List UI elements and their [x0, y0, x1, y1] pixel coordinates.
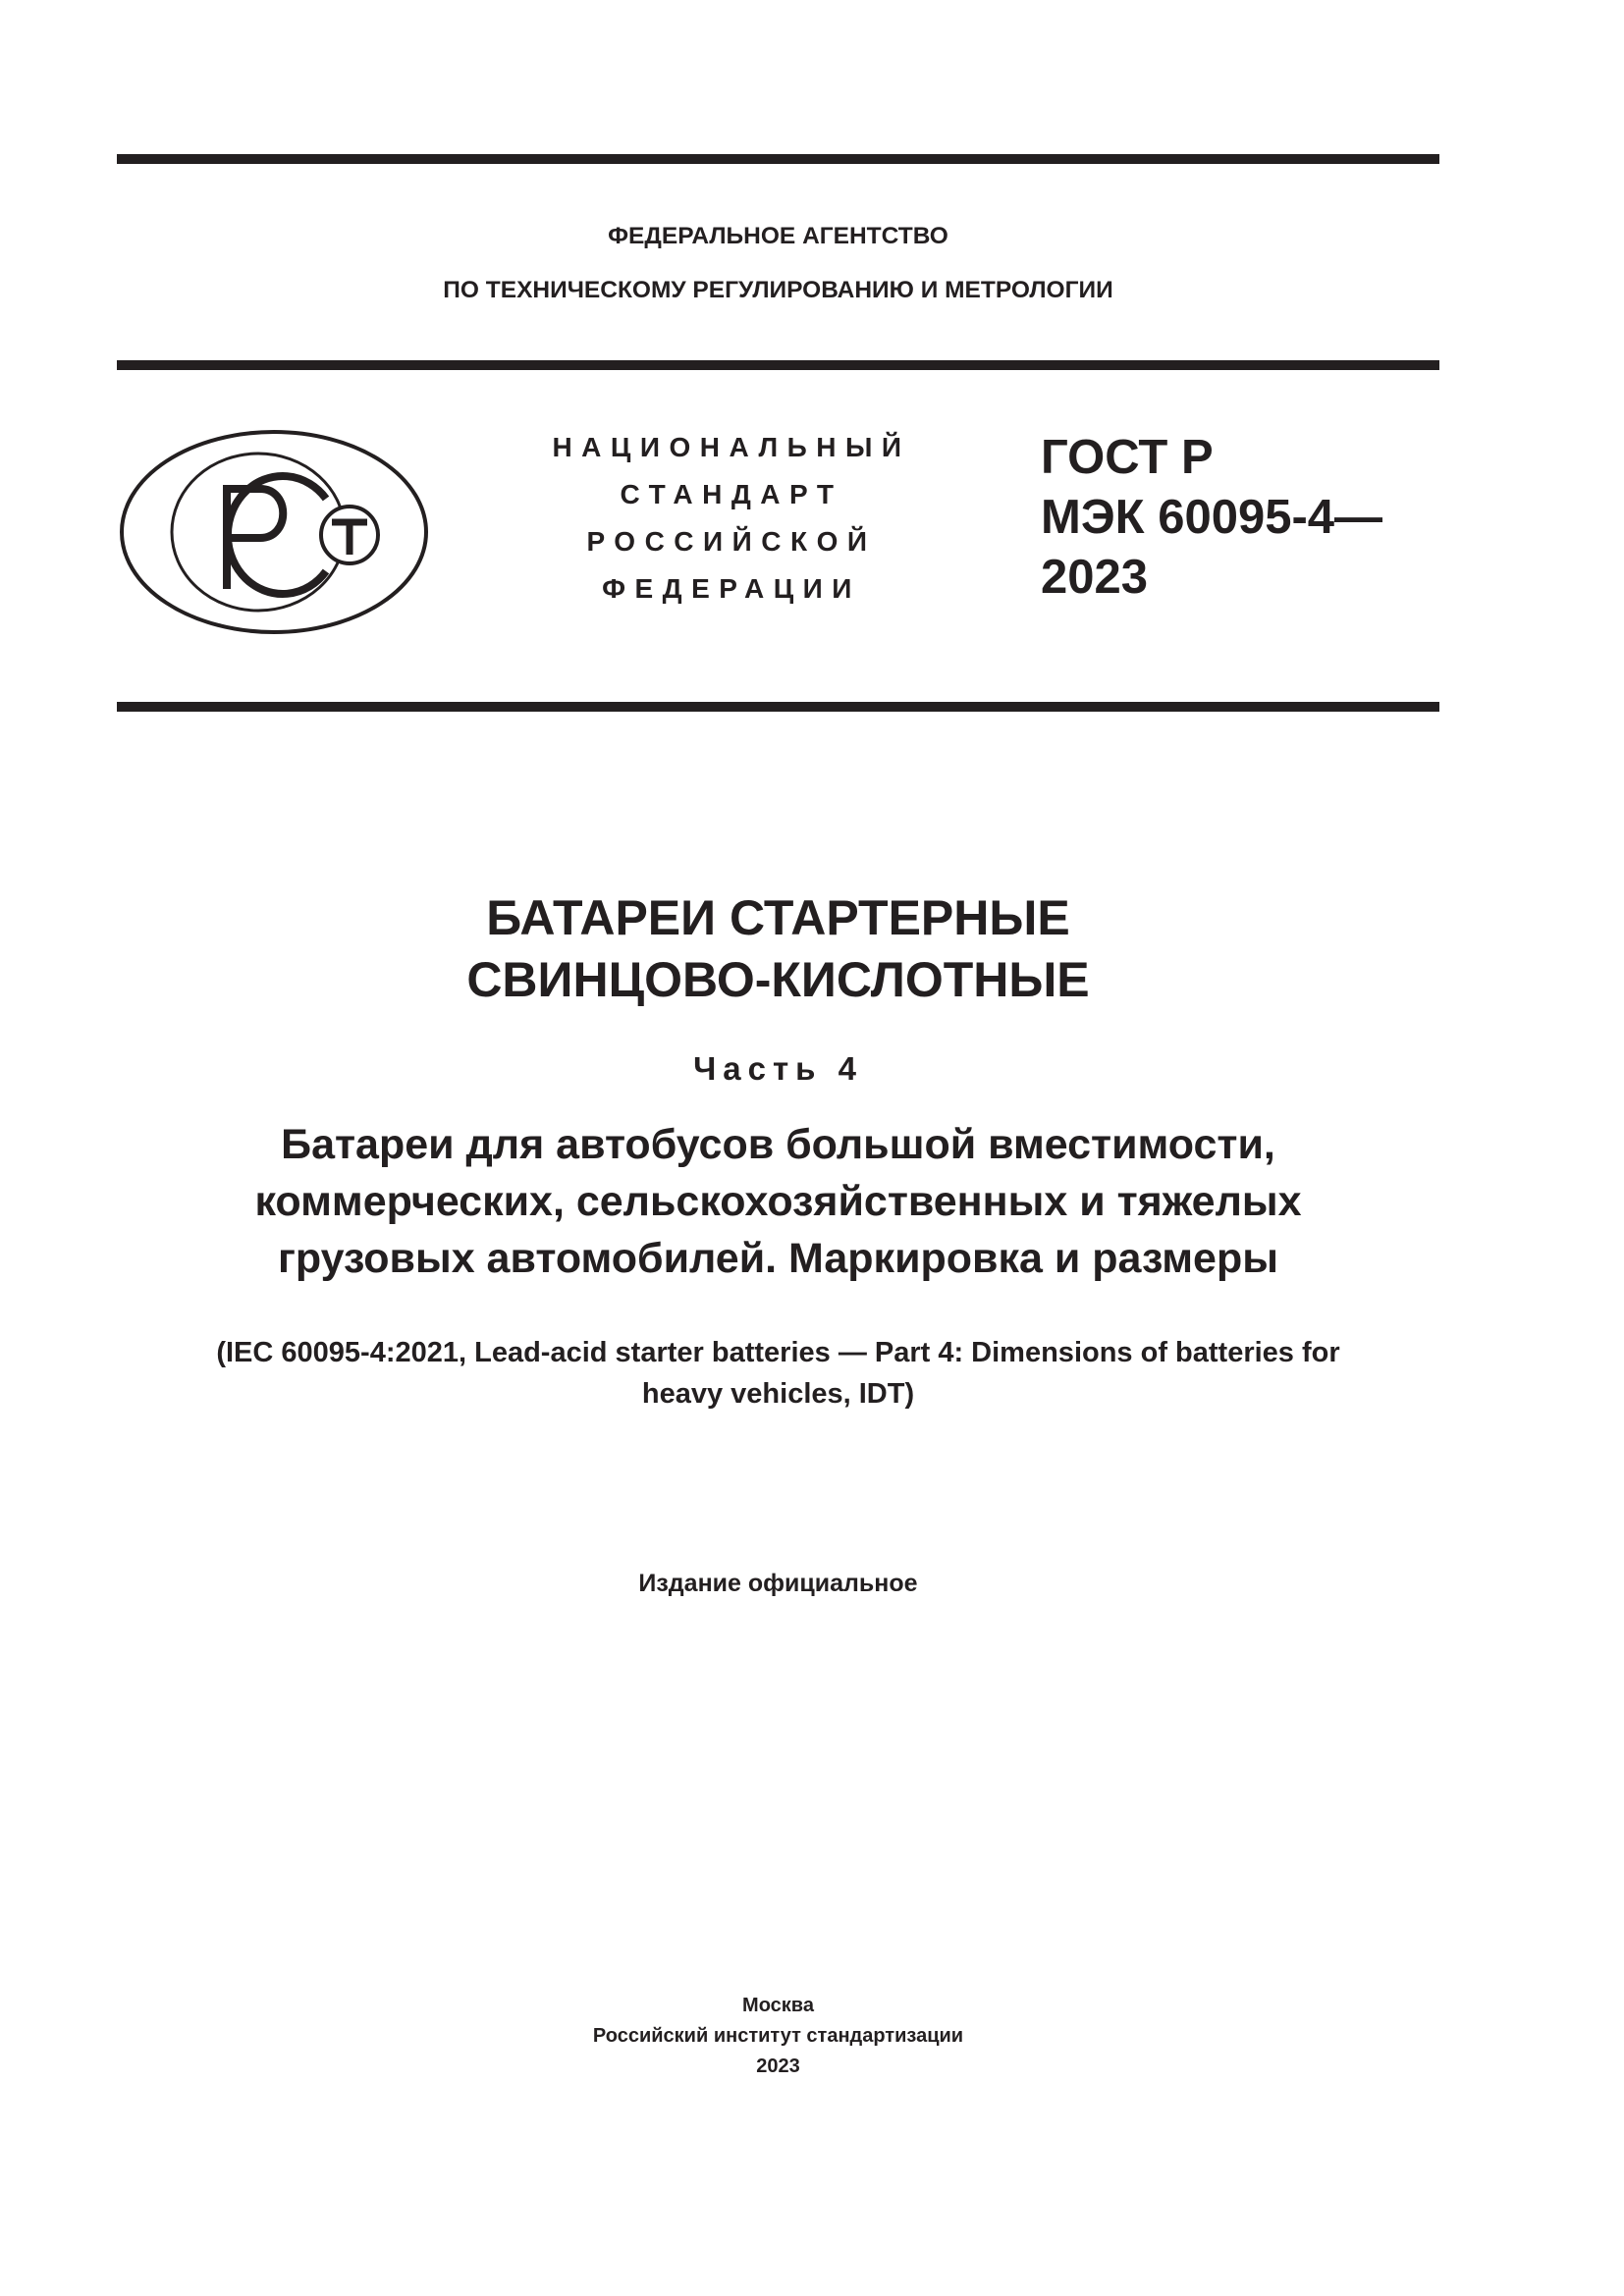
top-rule: [117, 154, 1439, 164]
header-divider-rule: [117, 360, 1439, 370]
iec-reference-line-1: (IEC 60095-4:2021, Lead-acid starter batteries — Part 4: Dimensions of batteries for: [216, 1337, 1340, 1368]
document-subtitle: [117, 1116, 1439, 1287]
document-title: [117, 887, 1439, 1011]
iec-reference: [117, 1332, 1439, 1415]
standard-type-line-4: ФЕДЕРАЦИИ: [602, 573, 861, 604]
standard-type-line-1: НАЦИОНАЛЬНЫЙ: [552, 432, 911, 462]
standard-code-line-1: ГОСТ Р: [1041, 431, 1214, 484]
imprint-year: 2023: [756, 2056, 800, 2077]
subtitle-line-3: грузовых автомобилей. Маркировка и размеры: [278, 1235, 1278, 1282]
standard-code-line-2: МЭК 60095-4—: [1041, 491, 1383, 544]
publisher-imprint: [117, 1991, 1439, 2082]
title-line-1: БАТАРЕИ СТАРТЕРНЫЕ: [486, 890, 1070, 945]
national-standard-label: [511, 424, 952, 613]
edition-note: Издание официальное: [638, 1570, 918, 1597]
standard-type-line-2: СТАНДАРТ: [620, 479, 843, 509]
iec-reference-line-2: heavy vehicles, IDT): [641, 1378, 915, 1410]
imprint-city: Москва: [742, 1995, 814, 2016]
standard-type-line-3: РОССИЙСКОЙ: [586, 526, 877, 557]
subtitle-line-1: Батареи для автобусов большой вместимости,: [281, 1121, 1275, 1168]
standard-designation: [1041, 428, 1382, 608]
agency-name-line-2: ПО ТЕХНИЧЕСКОМУ РЕГУЛИРОВАНИЮ И МЕТРОЛОГИИ: [443, 277, 1113, 303]
title-block-rule: [117, 702, 1439, 712]
gost-r-mark-icon: [118, 428, 430, 636]
subtitle-line-2: коммерческих, сельскохозяйственных и тяжелых: [254, 1178, 1302, 1225]
part-label: Часть 4: [693, 1050, 863, 1087]
agency-name-line-1: ФЕДЕРАЛЬНОЕ АГЕНТСТВО: [608, 223, 948, 249]
imprint-publisher: Российский институт стандартизации: [592, 2025, 964, 2047]
title-line-2: СВИНЦОВО-КИСЛОТНЫЕ: [466, 952, 1090, 1007]
standard-code-line-3: 2023: [1041, 551, 1149, 604]
